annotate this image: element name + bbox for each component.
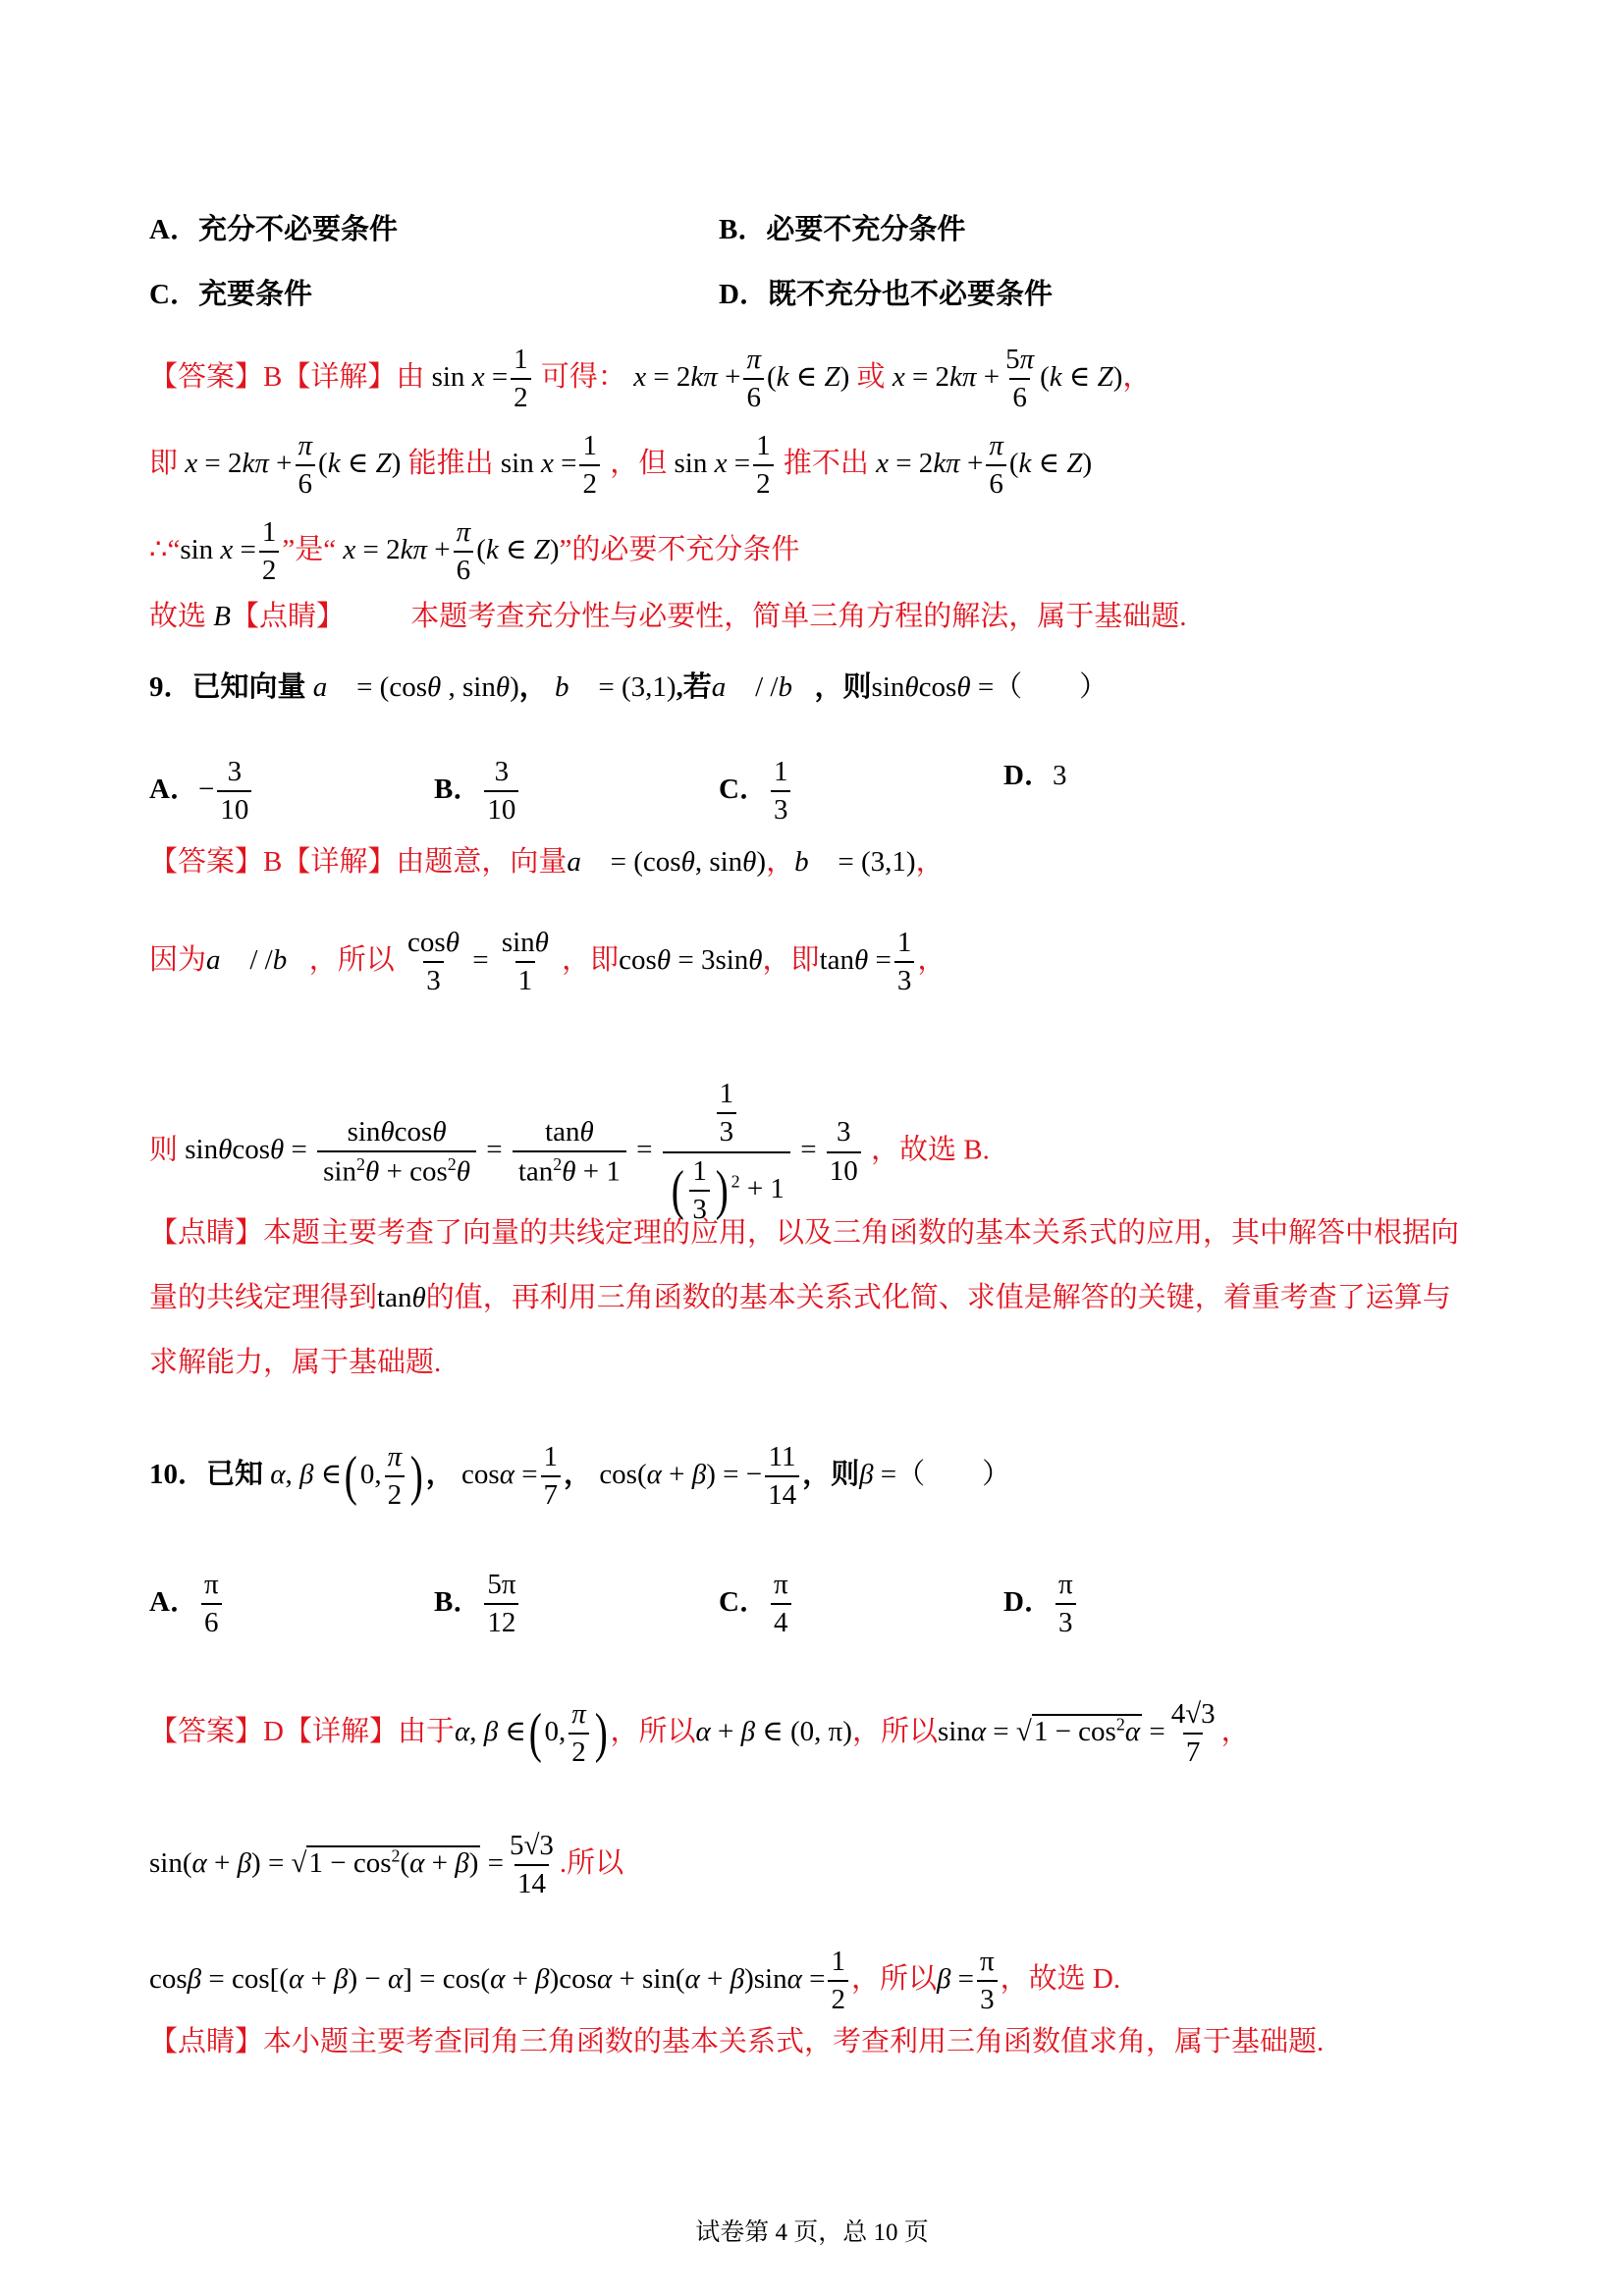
q9-answer-guxuan: ，故选 B. <box>871 1134 990 1166</box>
q9-stem-no: 9．已知向量 <box>149 671 306 703</box>
q10-option-b: B． $\frac{5\pi}{12}$ <box>434 1569 522 1640</box>
q10-answer-guxuan: ，故选 D. <box>1000 1963 1121 1995</box>
q9-dianjing-2b: 的值，再利用三角函数的基本关系式化简、求值是解答的关键，着重考查了运算与 <box>425 1282 1451 1313</box>
q9-answer-line2: 因为a⃗ / /b⃗，所以 $\frac{\cos\theta}{3}$ = $\frac{\sin\theta}{1}$ ，即cosθ = 3sinθ，即tanθ = $\frac{1}{3}$ ， <box>149 927 947 997</box>
q10-answer-prefix: 【答案】D【详解】由于 <box>149 1716 455 1747</box>
q9-stem: 9．已知向量 a⃗ = (cosθ , sinθ)， b⃗ = (3,1),若a⃗ / /b⃗，则sinθcosθ =（ ） <box>149 671 1109 703</box>
q9-answer-line1: 【答案】B【详解】由题意，向量a⃗ = (cosθ, sinθ)，b⃗ = (3,1)， <box>149 846 945 878</box>
q9-dianjing-line1: 【点睛】本题主要考查了向量的共线定理的应用，以及三角函数的基本关系式的应用，其中解答中根据向 <box>149 1217 1460 1249</box>
q9-answer-yinwei: 因为 <box>149 944 207 976</box>
q8-option-a: A．充分不必要条件 <box>149 214 398 245</box>
q8-answer-ji: 即 <box>149 448 179 479</box>
q9-answer-ze: 则 <box>149 1134 179 1166</box>
q8-answer-text: 可得： <box>540 361 626 393</box>
q10-answer-suoyi1: ，所以 <box>610 1716 696 1747</box>
q10-option-d-label: D． <box>1003 1586 1053 1618</box>
q10-option-a: A． $\frac{\pi}{6}$ <box>149 1569 225 1640</box>
q10-option-d: D． $\frac{\pi}{3}$ <box>1003 1569 1079 1640</box>
q10-answer-line3: cosβ = cos[(α + β) − α] = cos(α + β)cosα + sin(α + β)sinα = $\frac{1}{2}$ ，所以β = $\frac{\pi}{3}$ ，故选 D. <box>149 1946 1121 2016</box>
q9-option-d-label: D． <box>1003 760 1053 791</box>
q10-stem-ze: ，则 <box>802 1459 860 1490</box>
q10-dianjing: 【点睛】本小题主要考查同角三角函数的基本关系式，考查利用三角函数值求角，属于基础题. <box>149 2026 1325 2057</box>
q9-option-b-label: B． <box>434 774 482 805</box>
q10-option-c: C． $\frac{\pi}{4}$ <box>719 1569 794 1640</box>
q9-answer-line3: 则 sinθcosθ = $\frac{\sin\theta\cos\theta}{\sin^2\theta + \cos^2\theta}$ = $\frac{\tan\theta}{\tan^2\theta + 1}$ = $\frac{1}{3}$ ( $\frac{1}{3}$ ) $^2$ + 1 = $\frac{3}{10}$ ，故选 B. <box>149 1078 990 1226</box>
q8-option-c: C．充要条件 <box>149 279 312 310</box>
q9-answer-ji1: ，即 <box>562 944 620 976</box>
q10-answer-suoyi3: .所以 <box>559 1847 624 1879</box>
q8-guxuan: 故选 <box>149 601 207 632</box>
page-footer: 试卷第 4 页，总 10 页 <box>695 2219 929 2246</box>
q8-dianjing-text: 本题考查充分性与必要性，简单三角方程的解法，属于基础题. <box>410 601 1187 632</box>
q8-close: ”的必要不充分条件 <box>559 534 800 565</box>
q9-option-d <box>1003 756 1066 795</box>
q9-dianjing-line2: 量的共线定理得到tanθ的值，再利用三角函数的基本关系式化简、求值是解答的关键，着重考查了运算与 <box>149 1282 1451 1313</box>
q10-answer-line1: 【答案】D【详解】由于α, β ∈(0, $\frac{\pi}{2}$ )，所以α + β ∈ (0, π)，所以$\sin\alpha = √1 - \cos^2\alpha$ = $\frac{4√3}{7}$ ， <box>149 1698 1250 1769</box>
q8-answer-neng: 能推出 <box>407 448 494 479</box>
q9-option-c-label: C． <box>719 774 768 805</box>
q9-dianjing-2a: 量的共线定理得到 <box>149 1282 378 1313</box>
q9-option-a-label: A． <box>149 774 198 805</box>
q8-answer-dan: ，但 <box>610 448 668 479</box>
q10-answer-line2: $\sin(\alpha + \beta) = √1 - \cos^2(\alpha + \beta)$ = $\frac{5√3}{14}$ .所以 <box>149 1830 624 1900</box>
q8-option-d: D．既不充分也不必要条件 <box>719 279 1053 310</box>
q10-stem: 10．已知 α, β ∈(0, $\frac{\pi}{2}$ )， cosα = $\frac{1}{7}$ ， cos(α + β) = − $\frac{11}{14}$ ，则β =（ ） <box>149 1441 1011 1512</box>
q8-option-b: B．必要不充分条件 <box>719 214 966 245</box>
q8-answer-prefix: 【答案】B【详解】由 <box>149 361 425 393</box>
q8-answer-line2: 即 x = 2kπ + $\frac{\pi}{6}$ (k ∈ Z) 能推出 sin x = $\frac{1}{2}$ ，但 sin x = $\frac{1}{2}$ 推不出 x = 2kπ + $\frac{\pi}{6}$ (k ∈ Z) <box>149 430 1093 501</box>
q9-stem-ruo: ,若 <box>676 671 712 703</box>
q8-answer-tuibuchu: 推不出 <box>783 448 869 479</box>
q9-option-c: C． $\frac{1}{3}$ <box>719 756 793 828</box>
q10-option-b-label: B． <box>434 1586 482 1618</box>
q10-stem-no: 10．已知 <box>149 1459 264 1490</box>
q8-guxuan-letter: B <box>213 601 231 632</box>
q8-shi: ”是“ <box>282 534 337 565</box>
q9-stem-ze: ，则 <box>814 671 872 703</box>
q9-dianjing-line3: 求解能力，属于基础题. <box>149 1347 442 1378</box>
q10-stem-end: =（ ） <box>880 1459 1011 1490</box>
q8-answer-line1: 【答案】B【详解】由 sin x = $\frac{1}{2}$ 可得： x = 2kπ + $\frac{\pi}{6}$ (k ∈ Z) 或 x = 2kπ + $\frac{5\pi}{6}$ (k ∈ Z)， <box>149 344 1152 414</box>
q8-answer-line4 <box>149 597 1187 636</box>
q10-answer-suoyi4: ，所以 <box>850 1963 937 1995</box>
q9-answer-suoyi: ，所以 <box>308 944 395 976</box>
q8-answer-line3: ∴“sin x = $\frac{1}{2}$ ”是“ x = 2kπ + $\frac{\pi}{6}$ (k ∈ Z)”的必要不充分条件 <box>149 516 800 587</box>
q9-stem-end: =（ ） <box>977 671 1109 703</box>
q9-option-d-value: 3 <box>1052 760 1067 791</box>
q8-answer-or: 或 <box>856 361 886 393</box>
q10-answer-suoyi2: ，所以 <box>851 1716 938 1747</box>
q8-dianjing-label: 【点睛】 <box>230 601 345 632</box>
q9-option-a: A．− $\frac{3}{10}$ <box>149 756 254 828</box>
q9-option-b: B． $\frac{3}{10}$ <box>434 756 521 828</box>
q8-therefore-open: ∴“ <box>149 534 181 565</box>
q9-answer-ji2: ，即 <box>762 944 820 976</box>
q10-option-c-label: C． <box>719 1586 768 1618</box>
q9-answer-prefix: 【答案】B【详解】由题意，向量 <box>149 846 568 878</box>
q10-option-a-label: A． <box>149 1586 198 1618</box>
